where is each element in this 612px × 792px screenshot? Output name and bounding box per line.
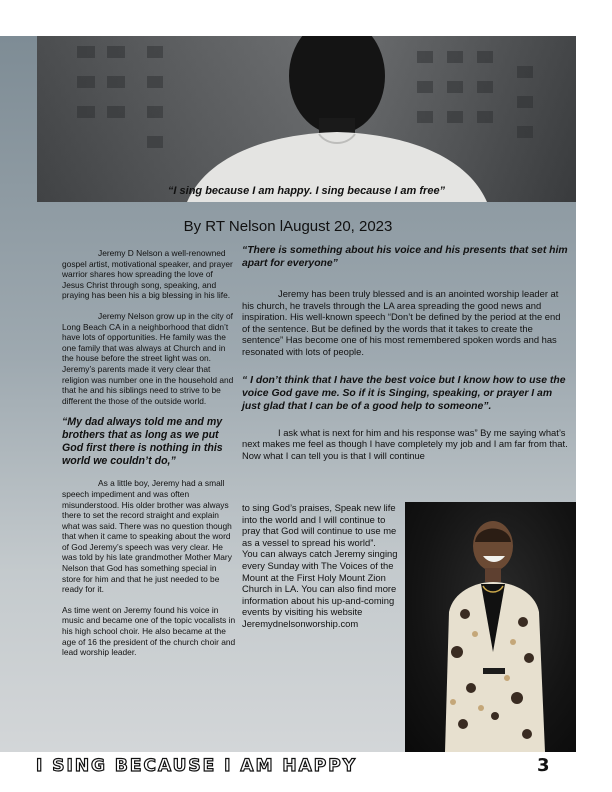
left-paragraph-4: As time went on Jeremy found his voice in music and became one of the topic vocalists in his high school choir. He also became at the age of 16 the president of the church choir and lead worship leader.: [62, 604, 236, 658]
left-column: [62, 248, 236, 668]
left-paragraph-1: Jeremy D Nelson a well-renowned gospel artist, motivational speaker, and prayer warrior shares how spreading the love of Jesus Christ through song, speaking, and praying has been his a big blessing in his life.: [62, 248, 233, 301]
left-pull-quote: “My dad always told me and my brothers that as long as we put God first there is nothing in this world we couldn’t do,”: [62, 416, 223, 468]
left-paragraph-2: Jeremy Nelson grow up in the city of Long Beach CA in a neighborhood that didn’t have lots of opportunities. He family was the one family that was always at Church and in the house before the street light was on. Jeremy’s parents made it very clear that religion was number one in the household and that he and his siblings need to strive to be different the those of the outside world.: [62, 310, 234, 406]
page-number: 3: [537, 755, 550, 776]
hero-image: [37, 36, 576, 202]
footer-title: I SING BECAUSE I AM HAPPY: [36, 756, 358, 776]
right-column: [242, 244, 570, 471]
portrait-illustration: [405, 502, 576, 752]
hero-quote: “I sing because I am happy. I sing because I am free”: [167, 185, 446, 197]
bottom-column: [242, 502, 400, 630]
right-paragraph-1: Jeremy has been truly blessed and is an anointed worship leader at his church, he travels through the LA area spreading the good news and inspiration. His well-known speech “Don’t be defined by the period at the end of the sentence. But be defined by the words that it takes to create the sentence” Has become one of his most remembered spoken words and has resonated with lots of people.: [242, 288, 561, 357]
portrait-photo: [405, 502, 576, 752]
right-pull-quote-1: “There is something about his voice and his presents that set him apart for everyone”: [242, 245, 568, 269]
left-paragraph-3: As a little boy, Jeremy had a small speech impediment and was often misunderstood. His older brother was always there to set the record straight and explain what was said. There was no question though that when it came to speaking about the word of God Jeremy’s speech was very clear. He was told by his late grandmother Mother Mary Nelson that God has something special in store for him and that he just needed to be ready for it.: [62, 478, 232, 595]
hero-photo-illustration: [37, 36, 576, 202]
right-pull-quote-2: “ I don’t think that I have the best voice but I know how to use the voice God gave me. So if it is Singing, speaking, or prayer I am just glad that I can be of a good help to someone”.: [242, 374, 566, 412]
byline: By RT Nelson lAugust 20, 2023: [183, 218, 393, 235]
bottom-paragraph-2: You can always catch Jeremy singing every Sunday with The Voices of the Mount at the First Holy Mount Zion Church in LA. You can also find more information about his up-and-coming events by visiting his website Jeremydnelsonworship.com: [242, 548, 398, 629]
bottom-paragraph-1: to sing God’s praises, Speak new life into the world and I will continue to pray that God will continue to use me as a vessel to spread his world”.: [242, 502, 397, 548]
right-paragraph-2: I ask what is next for him and his response was” By me saying what’s next makes me feel as though I have completely my job and I am far from that. Now what I can tell you is that I will continue: [242, 426, 568, 461]
